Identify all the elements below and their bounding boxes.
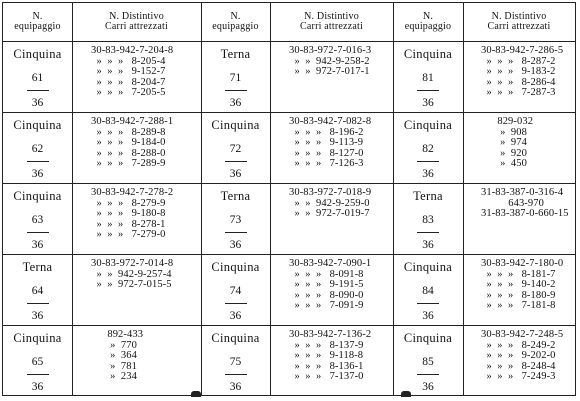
carro-code: » » » 7-181-8 [481, 300, 556, 312]
carro-code: » » » 7-279-0 [91, 229, 166, 241]
carro-code: 30-83-942-7-204-8 [91, 45, 174, 56]
fraction-rule [417, 232, 439, 233]
equipaggio-cell [393, 119, 463, 180]
header-equipaggio-line1: N. [230, 11, 241, 22]
equipaggio-number: 64 [31, 285, 44, 297]
carro-code: » » » 8-288-0 [91, 147, 166, 159]
carro-code: » » » 8-249-2 [481, 339, 556, 351]
carro-code: » » 972-7-017-1 [289, 66, 370, 78]
equipaggio-number: 73 [229, 214, 242, 226]
equipaggio-number: 63 [31, 214, 44, 226]
header-distintivo-line2: Carri attrezzati [105, 21, 168, 32]
scan-blot [191, 391, 201, 397]
column-divider [72, 3, 73, 395]
equipaggio-cell [393, 332, 463, 393]
carro-code: » » » 8-287-2 [481, 55, 556, 67]
fraction-rule [27, 232, 49, 233]
header-equipaggio-line1: N. [422, 11, 434, 22]
equipaggio-type: Cinquina [403, 331, 453, 345]
fraction-rule [417, 90, 439, 91]
fraction-rule [225, 303, 247, 304]
carro-code: » 908 [481, 126, 527, 138]
equipaggio-number: 72 [229, 143, 242, 155]
equipaggio-denominator: 36 [31, 310, 44, 322]
equipaggio-denominator: 36 [422, 97, 434, 109]
carro-code: 31-83-387-0-316-4 [481, 187, 564, 198]
header-distintivo-line1: N. Distintivo [491, 11, 547, 22]
equipaggio-type: Cinquina [211, 118, 260, 132]
carro-code: 30-83-942-7-278-2 [91, 187, 174, 198]
carro-code: » » » 8-090-0 [289, 289, 364, 301]
carro-code: 30-83-942-7-286-5 [481, 45, 564, 56]
carro-code: » » » 8-091-8 [289, 268, 364, 280]
equipaggio-type: Cinquina [211, 260, 260, 274]
header-equipaggio-line2: equipaggio [404, 21, 452, 32]
equipaggio-type: Cinquina [211, 331, 260, 345]
carri-codes [481, 188, 569, 220]
carro-code: » » » 9-113-9 [289, 137, 364, 149]
carro-code: » » » 8-286-4 [481, 76, 556, 88]
equipaggio-cell [3, 190, 72, 251]
carro-code: » » » 7-205-5 [91, 87, 166, 99]
equipaggio-denominator: 36 [31, 97, 44, 109]
equipaggio-denominator: 36 [422, 239, 434, 251]
carro-code: 30-83-972-7-016-3 [289, 45, 372, 56]
equipaggio-cell [393, 48, 463, 109]
carro-code: 30-83-942-7-288-1 [91, 116, 174, 127]
carri-codes [289, 117, 371, 170]
carro-code: » » » 8-278-1 [91, 218, 166, 230]
carro-code: » 920 [481, 147, 527, 159]
carro-code: » » » 9-140-2 [481, 279, 556, 291]
column-divider [270, 3, 271, 395]
header-distintivo [72, 3, 201, 41]
equipaggio-cell [3, 261, 72, 322]
row-divider [3, 112, 575, 113]
equipment-table [2, 2, 576, 396]
equipaggio-denominator: 36 [31, 168, 44, 180]
equipaggio-number: 65 [31, 356, 44, 368]
equipaggio-type: Terna [220, 47, 251, 61]
header-distintivo-line2: Carri attrezzati [300, 21, 363, 32]
header-equipaggio [3, 3, 72, 41]
equipaggio-denominator: 36 [229, 381, 242, 393]
equipaggio-cell [393, 261, 463, 322]
carri-codes [481, 330, 563, 383]
equipaggio-number: 62 [31, 143, 44, 155]
carro-code: 892-433 [91, 329, 144, 340]
carro-code: 31-83-387-0-660-15 [481, 208, 569, 220]
equipaggio-number: 84 [422, 285, 434, 297]
equipaggio-cell [3, 332, 72, 393]
scan-blot [401, 391, 411, 397]
equipaggio-denominator: 36 [422, 168, 434, 180]
equipaggio-denominator: 36 [229, 168, 242, 180]
equipaggio-type: Cinquina [403, 47, 453, 61]
equipaggio-cell [3, 48, 72, 109]
carro-code: 643-970 [481, 197, 544, 209]
carro-code: » » 942-9-258-2 [289, 55, 370, 67]
carro-code: 30-83-942-7-090-1 [289, 258, 372, 269]
carro-code: » » » 8-196-2 [289, 126, 364, 138]
row-divider [3, 325, 575, 326]
carro-code: 30-83-972-7-014-8 [91, 258, 174, 269]
carro-code: » » » 8-289-8 [91, 126, 166, 138]
carro-code: » » » 9-152-7 [91, 66, 166, 78]
equipaggio-number: 61 [31, 72, 44, 84]
carro-code: » » » 8-127-0 [289, 147, 364, 159]
header-equipaggio-line2: equipaggio [212, 21, 259, 32]
equipaggio-type: Cinquina [13, 189, 62, 203]
fraction-rule [27, 90, 49, 91]
fraction-rule [225, 374, 247, 375]
carro-code: 30-83-972-7-018-9 [289, 187, 372, 198]
equipaggio-denominator: 36 [422, 381, 434, 393]
carro-code: » » » 9-202-0 [481, 350, 556, 362]
equipaggio-number: 85 [422, 356, 434, 368]
carri-codes [91, 46, 173, 99]
equipaggio-number: 81 [422, 72, 434, 84]
header-distintivo [463, 3, 575, 41]
equipaggio-type: Terna [413, 189, 443, 203]
carro-code: » 234 [91, 371, 137, 383]
equipaggio-denominator: 36 [422, 310, 434, 322]
equipaggio-cell [201, 48, 270, 109]
header-equipaggio-line2: equipaggio [14, 21, 61, 32]
carri-codes [289, 46, 371, 78]
equipaggio-number: 82 [422, 143, 434, 155]
row-divider [3, 41, 575, 42]
equipaggio-cell [201, 261, 270, 322]
carro-code: » » » 9-180-8 [91, 208, 166, 220]
carri-codes [91, 259, 173, 291]
fraction-rule [417, 303, 439, 304]
carri-codes [289, 259, 371, 312]
carro-code: » » 972-7-019-7 [289, 208, 370, 220]
carro-code: » 781 [91, 360, 137, 372]
fraction-rule [27, 161, 49, 162]
equipaggio-denominator: 36 [31, 239, 44, 251]
equipaggio-number: 75 [229, 356, 242, 368]
carro-code: » » » 7-126-3 [289, 158, 364, 170]
carro-code: » » » 8-204-7 [91, 76, 166, 88]
equipaggio-type: Cinquina [13, 118, 62, 132]
carri-codes [289, 188, 371, 220]
carri-codes [91, 117, 173, 170]
carro-code: » » » 9-184-0 [91, 137, 166, 149]
carri-codes [289, 330, 371, 383]
header-distintivo-line1: N. Distintivo [304, 11, 359, 22]
carro-code: 829-032 [481, 116, 534, 127]
equipaggio-denominator: 36 [229, 97, 242, 109]
carro-code: » » » 9-191-5 [289, 279, 364, 291]
column-divider [463, 3, 464, 395]
equipaggio-type: Cinquina [403, 260, 453, 274]
row-divider [3, 183, 575, 184]
carro-code: » » » 7-287-3 [481, 87, 556, 99]
carro-code: » 770 [91, 339, 137, 351]
carro-code: » 364 [91, 350, 137, 362]
equipaggio-cell [3, 119, 72, 180]
fraction-rule [417, 374, 439, 375]
carro-code: 30-83-942-7-248-5 [481, 329, 564, 340]
fraction-rule [225, 232, 247, 233]
carri-codes [91, 330, 143, 383]
carro-code: » 974 [481, 137, 527, 149]
equipaggio-type: Cinquina [403, 118, 453, 132]
carro-code: » » » 8-181-7 [481, 268, 556, 280]
header-distintivo [270, 3, 393, 41]
carri-codes [481, 117, 533, 170]
carri-codes [481, 46, 563, 99]
carro-code: » » » 8-279-9 [91, 197, 166, 209]
fraction-rule [27, 303, 49, 304]
carri-codes [91, 188, 173, 241]
row-divider [3, 254, 575, 255]
carro-code: » » » 8-248-4 [481, 360, 556, 372]
carro-code: » » » 7-091-9 [289, 300, 364, 312]
carro-code: » » » 9-183-2 [481, 66, 556, 78]
equipaggio-number: 74 [229, 285, 242, 297]
equipaggio-type: Cinquina [13, 331, 62, 345]
equipaggio-type: Terna [220, 189, 251, 203]
equipaggio-cell [393, 190, 463, 251]
carro-code: » » 972-7-015-5 [91, 279, 172, 291]
fraction-rule [27, 374, 49, 375]
carro-code: » » 942-9-257-4 [91, 268, 172, 280]
carro-code: » » » 8-137-9 [289, 339, 364, 351]
equipaggio-type: Terna [22, 260, 53, 274]
equipaggio-cell [201, 119, 270, 180]
carri-codes [481, 259, 563, 312]
carro-code: 30-83-942-7-180-0 [481, 258, 564, 269]
header-distintivo-line1: N. Distintivo [109, 11, 164, 22]
carro-code: » » » 7-289-9 [91, 158, 166, 170]
equipaggio-cell [201, 332, 270, 393]
carro-code: » » » 7-249-3 [481, 371, 556, 383]
carro-code: 30-83-942-7-136-2 [289, 329, 372, 340]
carro-code: » » » 8-136-1 [289, 360, 364, 372]
equipaggio-type: Cinquina [13, 47, 62, 61]
equipaggio-denominator: 36 [229, 310, 242, 322]
fraction-rule [225, 90, 247, 91]
equipaggio-denominator: 36 [31, 381, 44, 393]
carro-code: » 450 [481, 158, 527, 170]
carro-code: 30-83-942-7-082-8 [289, 116, 372, 127]
equipaggio-cell [201, 190, 270, 251]
fraction-rule [417, 161, 439, 162]
header-equipaggio [201, 3, 270, 41]
header-equipaggio-line1: N. [32, 11, 43, 22]
carro-code: » » » 9-118-8 [289, 350, 364, 362]
carro-code: » » » 8-205-4 [91, 55, 166, 67]
carro-code: » » » 8-180-9 [481, 289, 556, 301]
carro-code: » » » 7-137-0 [289, 371, 364, 383]
header-equipaggio [393, 3, 463, 41]
equipaggio-number: 83 [422, 214, 434, 226]
fraction-rule [225, 161, 247, 162]
header-distintivo-line2: Carri attrezzati [487, 21, 551, 32]
equipaggio-number: 71 [229, 72, 242, 84]
carro-code: » » 942-9-259-0 [289, 197, 370, 209]
equipaggio-denominator: 36 [229, 239, 242, 251]
